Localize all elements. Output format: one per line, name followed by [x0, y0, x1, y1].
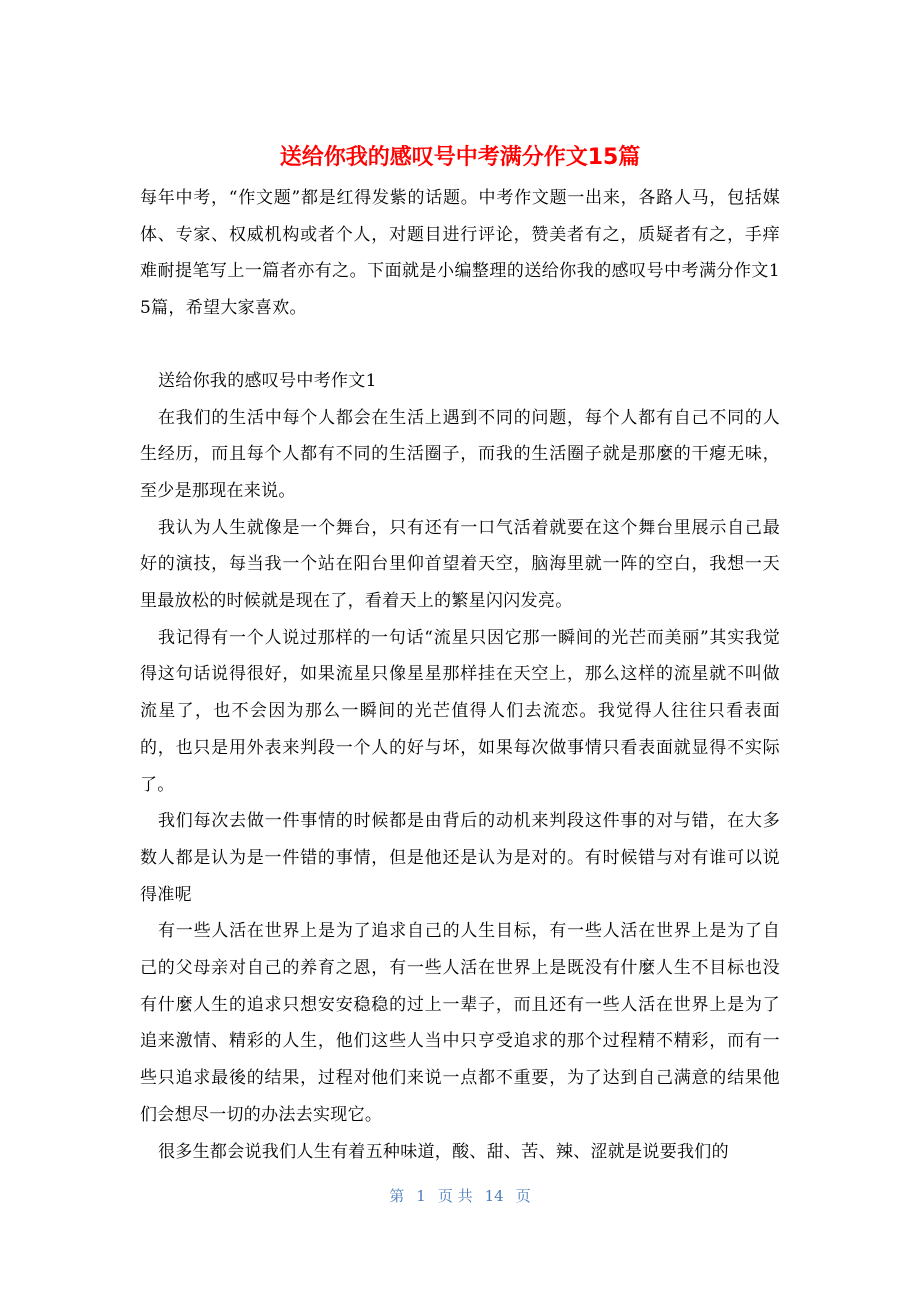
- body-paragraph: 很多生都会说我们人生有着五种味道，酸、甜、苦、辣、涩就是说要我们的: [158, 1141, 729, 1162]
- intro-paragraph: 每年中考，“作文题”都是红得发紫的话题。中考作文题一出来，各路人马，包括媒体、专家、权威机构或者个人，对题目进行评论，赞美者有之，质疑者有之，手痒难耐提笔写上一篇者亦有之。下面就是小编整理的送给你我的感叹号中考满分作文15篇，希望大家喜欢。: [140, 188, 780, 319]
- page-of-label: 页 共: [437, 1187, 473, 1205]
- section-heading: 送给你我的感叹号中考作文1: [158, 370, 377, 391]
- document-title: 送给你我的感叹号中考满分作文15篇: [279, 145, 641, 170]
- paragraph-gap: [140, 327, 780, 363]
- page-suffix-label: 页: [515, 1187, 531, 1205]
- body-paragraph: 我们每次去做一件事情的时候都是由背后的动机来判段这件事的对与错，在大多数人都是认为是一件错的事情，但是他还是认为是对的。有时候错与对有谁可以说得准呢: [140, 811, 780, 905]
- total-pages-number: 14: [484, 1187, 504, 1205]
- current-page-number: 1: [416, 1187, 426, 1205]
- document-body: [140, 180, 780, 1170]
- page-label: 第: [389, 1187, 405, 1205]
- body-paragraph: 我认为人生就像是一个舞台，只有还有一口气活着就要在这个舞台里展示自己最好的演技，每当我一个站在阳台里仰首望着天空，脑海里就一阵的空白，我想一天里最放松的时候就是现在了，看着天上的繁星闪闪发亮。: [140, 517, 780, 612]
- page-footer: [0, 1184, 920, 1208]
- body-paragraph: 在我们的生活中每个人都会在生活上遇到不同的问题，每个人都有自己不同的人生经历，而且每个人都有不同的生活圈子，而我的生活圈子就是那麼的干瘪无味，至少是那现在来说。: [140, 407, 780, 501]
- body-paragraph: 有一些人活在世界上是为了追求自己的人生目标，有一些人活在世界上是为了自己的父母亲对自己的养育之恩，有一些人活在世界上是既没有什麼人生不目标也没有什麼人生的追求只想安安稳稳的过上一辈子，而且还有一些人活在世界上是为了追来激情、精彩的人生，他们这些人当中只亨受追求的那个过程精不精彩，而有一些只追求最後的结果，过程对他们来说一点都不重要，为了达到自己满意的结果他们会想尽一切的办法去实现它。: [140, 921, 780, 1125]
- body-paragraph: 我记得有一个人说过那样的一句话“流星只因它那一瞬间的光芒而美丽”其实我觉得这句话说得很好，如果流星只像星星那样挂在天空上，那么这样的流星就不叫做流星了，也不会因为那么一瞬间的光芒值得人们去流恋。我觉得人往往只看表面的，也只是用外表来判段一个人的好与坏，如果每次做事情只看表面就显得不实际了。: [140, 627, 780, 795]
